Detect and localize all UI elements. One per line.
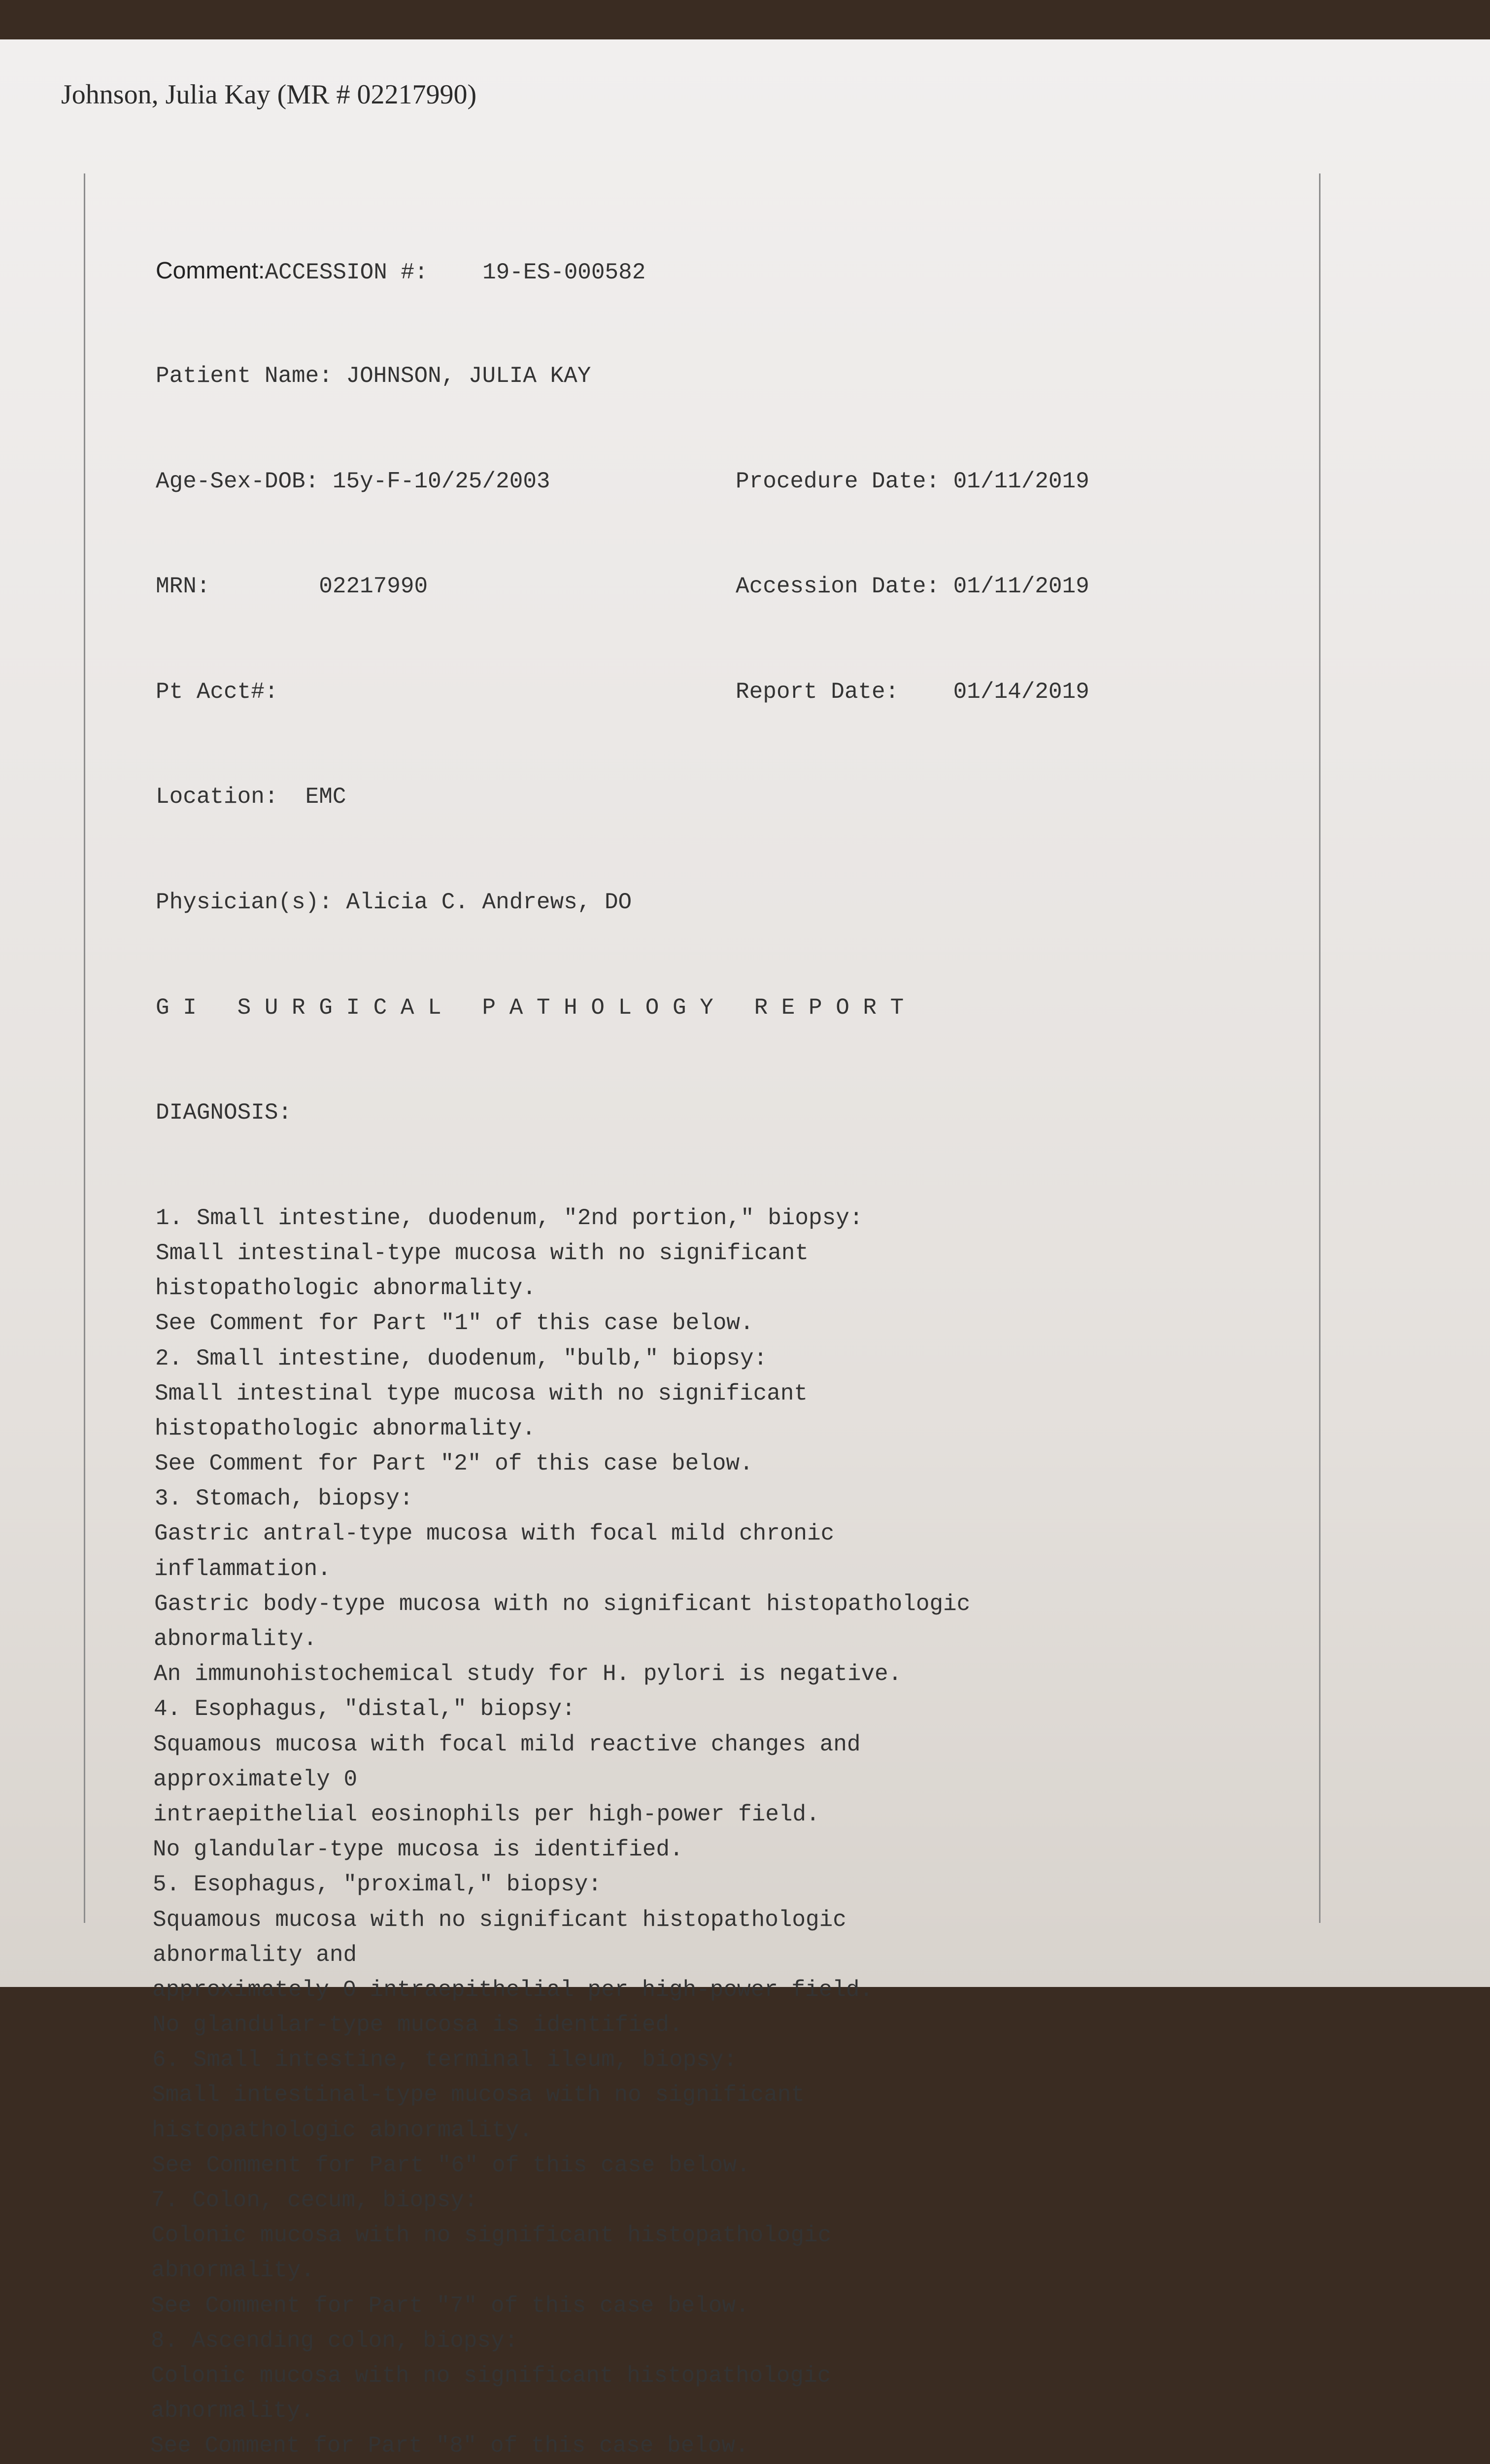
diagnosis-line: Gastric body-type mucosa with no significant histopathologic: [154, 1587, 970, 1622]
comment-label: Comment:: [156, 258, 265, 284]
diagnosis-line: See Comment for Part "6" of this case below.: [152, 2148, 970, 2183]
diagnosis-line: abnormality.: [151, 2394, 970, 2429]
pt-acct: Pt Acct#:: [156, 679, 278, 705]
diagnosis-line: abnormality and: [153, 1938, 970, 1973]
diagnosis-line: See Comment for Part "2" of this case below.: [155, 1446, 970, 1481]
pathology-report: [156, 183, 970, 2464]
diagnosis-line: Colonic mucosa with no significant histopathologic: [151, 2359, 970, 2394]
procedure-date: Procedure Date: 01/11/2019: [736, 464, 1089, 499]
diagnosis-line: Squamous mucosa with no significant histopathologic: [153, 1903, 970, 1938]
accession-number: ACCESSION #: 19-ES-000582: [265, 260, 645, 285]
accession-date: Accession Date: 01/11/2019: [736, 569, 1089, 604]
diagnosis-line: 5. Esophagus, "proximal," biopsy:: [153, 1867, 970, 1902]
acct-row: [156, 675, 970, 710]
accession-row: [156, 253, 970, 288]
diagnosis-line: Small intestinal-type mucosa with no significant: [156, 1236, 970, 1271]
diagnosis-line: histopathologic abnormality.: [152, 2113, 970, 2148]
diagnosis-line: abnormality.: [154, 1622, 970, 1657]
diagnosis-heading: DIAGNOSIS:: [156, 1095, 970, 1130]
diagnosis-line: 2. Small intestine, duodenum, "bulb," biopsy:: [155, 1341, 970, 1376]
diagnosis-line: No glandular-type mucosa is identified.: [152, 2008, 970, 2043]
diagnosis-list: [156, 1201, 970, 2464]
age-row: [156, 464, 970, 499]
diagnosis-line: approximately 0 intraepithelial per high-power field.: [152, 1973, 970, 2008]
diagnosis-line: approximately 0: [153, 1762, 970, 1797]
diagnosis-line: intraepithelial eosinophils per high-power field.: [153, 1797, 970, 1832]
patient-header: Johnson, Julia Kay (MR # 02217990): [61, 79, 476, 110]
diagnosis-line: Small intestinal-type mucosa with no significant: [152, 2078, 970, 2113]
diagnosis-line: An immunohistochemical study for H. pylori is negative.: [154, 1657, 970, 1692]
diagnosis-line: Colonic mucosa with no significant histopathologic: [151, 2218, 970, 2253]
diagnosis-line: histopathologic abnormality.: [155, 1271, 970, 1306]
physician: Physician(s): Alicia C. Andrews, DO: [156, 885, 970, 920]
diagnosis-line: No glandular-type mucosa is identified.: [153, 1832, 970, 1867]
diagnosis-line: See Comment for Part "7" of this case below.: [151, 2289, 970, 2324]
age-sex-dob: Age-Sex-DOB: 15y-F-10/25/2003: [156, 469, 550, 494]
diagnosis-line: 3. Stomach, biopsy:: [155, 1481, 970, 1516]
diagnosis-line: Squamous mucosa with focal mild reactive changes and: [153, 1727, 970, 1762]
patient-name: Patient Name: JOHNSON, JULIA KAY: [156, 359, 970, 394]
diagnosis-line: 6. Small intestine, terminal ileum, biopsy:: [152, 2043, 970, 2078]
mrn: MRN: 02217990: [156, 574, 428, 599]
diagnosis-line: 4. Esophagus, "distal," biopsy:: [154, 1692, 970, 1727]
diagnosis-line: inflammation.: [154, 1552, 970, 1587]
diagnosis-line: 8. Ascending colon, biopsy:: [151, 2324, 970, 2359]
diagnosis-line: Gastric antral-type mucosa with focal mild chronic: [154, 1516, 970, 1551]
report-title: G I S U R G I C A L P A T H O L O G Y R E P O R T: [156, 991, 970, 1026]
diagnosis-line: 7. Colon, cecum, biopsy:: [151, 2183, 970, 2218]
report-date: Report Date: 01/14/2019: [736, 675, 1089, 710]
diagnosis-line: See Comment for Part "1" of this case below.: [155, 1306, 970, 1341]
mrn-row: [156, 569, 970, 604]
diagnosis-line: Small intestinal type mucosa with no significant: [155, 1376, 970, 1411]
diagnosis-line: 1. Small intestine, duodenum, "2nd portion," biopsy:: [156, 1201, 970, 1236]
diagnosis-line: histopathologic abnormality.: [155, 1411, 970, 1446]
diagnosis-line: abnormality.: [151, 2253, 970, 2288]
location: Location: EMC: [156, 780, 970, 815]
diagnosis-line: See Comment for Part "8" of this case below.: [150, 2429, 970, 2464]
